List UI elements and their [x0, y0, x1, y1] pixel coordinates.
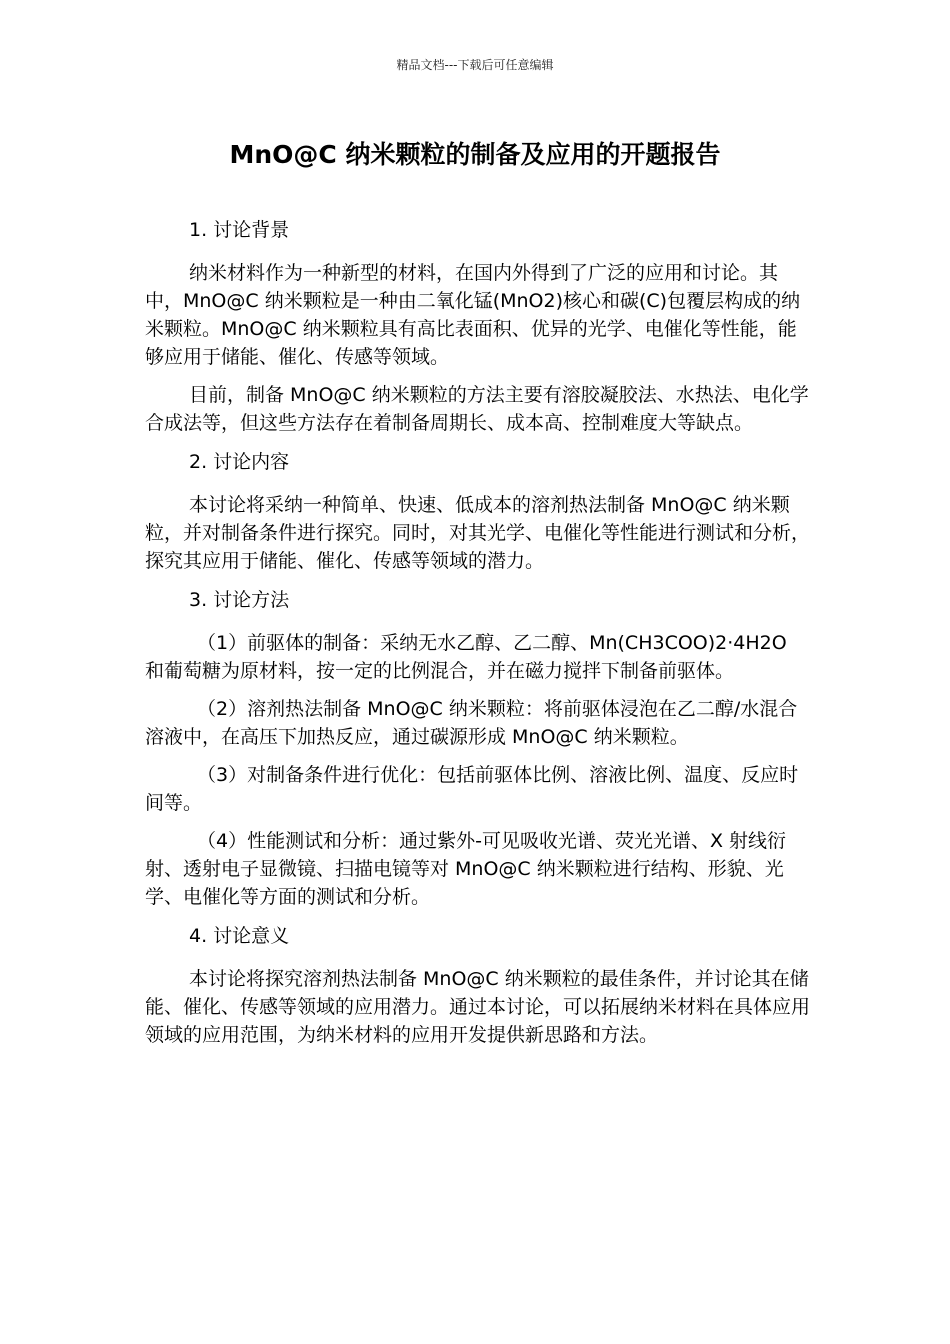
section-heading: 4. 讨论意义 — [189, 925, 290, 947]
section-methods — [145, 585, 810, 911]
paragraph: 本讨论将探究溶剂热法制备 MnO@C 纳米颗粒的最佳条件，并讨论其在储能、催化、传感等领域的应用潜力。通过本讨论，可以拓展纳米材料在具体应用领域的应用范围，为纳米材料的应用开发提供新思路和方法。 — [145, 968, 811, 1046]
section-content — [145, 447, 810, 575]
section-background — [145, 215, 810, 437]
section-significance — [145, 921, 810, 1049]
method-item: （3）对制备条件进行优化：包括前驱体比例、溶液比例、温度、反应时间等。 — [145, 764, 799, 814]
document-body — [145, 215, 810, 1059]
method-item: （4）性能测试和分析：通过紫外-可见吸收光谱、荧光光谱、X 射线衍射、透射电子显微镜、扫描电镜等对 MnO@C 纳米颗粒进行结构、形貌、光学、电催化等方面的测试和分析。 — [145, 830, 787, 908]
section-heading: 1. 讨论背景 — [189, 219, 290, 241]
section-heading: 2. 讨论内容 — [189, 451, 290, 473]
method-item: （1）前驱体的制备：采纳无水乙醇、乙二醇、Mn(CH3COO)2·4H2O 和葡萄糖为原材料，按一定的比例混合，并在磁力搅拌下制备前驱体。 — [145, 632, 787, 682]
method-item: （2）溶剂热法制备 MnO@C 纳米颗粒：将前驱体浸泡在乙二醇/水混合溶液中，在高压下加热反应，通过碳源形成 MnO@C 纳米颗粒。 — [145, 698, 798, 748]
paragraph: 本讨论将采纳一种简单、快速、低成本的溶剂热法制备 MnO@C 纳米颗粒，并对制备条件进行探究。同时，对其光学、电催化等性能进行测试和分析，探究其应用于储能、催化、传感等领域的潜力。 — [145, 494, 811, 572]
page-header-note: 精品文档---下载后可任意编辑 — [396, 58, 554, 72]
document-title: MnO@C 纳米颗粒的制备及应用的开题报告 — [229, 140, 721, 169]
section-heading: 3. 讨论方法 — [189, 589, 290, 611]
paragraph: 纳米材料作为一种新型的材料，在国内外得到了广泛的应用和讨论。其中，MnO@C 纳米颗粒是一种由二氧化锰(MnO2)核心和碳(C)包覆层构成的纳米颗粒。MnO@C 纳米颗粒具有高比表面积、优异的光学、电催化等性能，能够应用于储能、催化、传感等领域。 — [145, 262, 801, 368]
paragraph: 目前，制备 MnO@C 纳米颗粒的方法主要有溶胶凝胶法、水热法、电化学合成法等，但这些方法存在着制备周期长、成本高、控制难度大等缺点。 — [145, 384, 809, 434]
